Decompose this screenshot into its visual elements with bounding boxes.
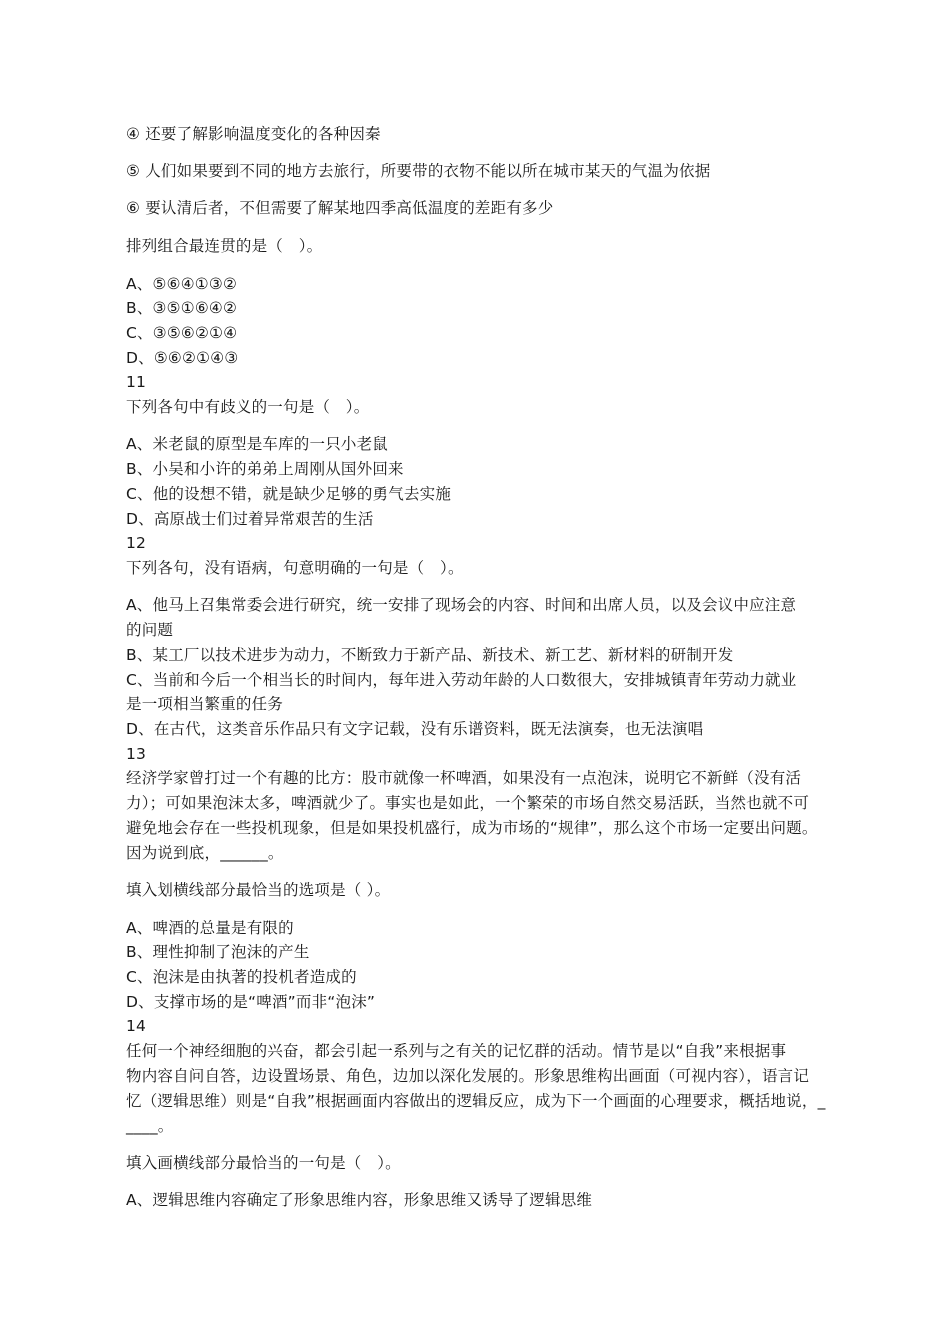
intro-item: ⑥ 要认清后者，不但需要了解某地四季高低温度的差距有多少 xyxy=(126,199,554,217)
passage-line: 忆（逻辑思维）则是“自我”根据画面内容做出的逻辑反应，成为下一个画面的心理要求，概括地说，_ xyxy=(126,1092,826,1110)
option: D、在古代，这类音乐作品只有文字记载，没有乐谱资料，既无法演奏，也无法演唱 xyxy=(126,720,704,738)
passage-line: 物内容自问自答，边设置场景、角色，边加以深化发展的。形象思维构出画面（可视内容），语言记 xyxy=(126,1067,810,1085)
option: B、理性抑制了泡沫的产生 xyxy=(126,943,310,961)
passage-line: 力）；可如果泡沫太多，啤酒就少了。事实也是如此，一个繁荣的市场自然交易活跃，当然也就不可 xyxy=(126,794,810,812)
option: D、高原战士们过着异常艰苦的生活 xyxy=(126,510,374,528)
option: C、当前和今后一个相当长的时间内，每年进入劳动年龄的人口数很大，安排城镇青年劳动力就业 xyxy=(126,671,797,689)
question-number: 11 xyxy=(126,373,147,391)
passage-line: 因为说到底，______。 xyxy=(126,844,284,862)
option: B、某工厂以技术进步为动力，不断致力于新产品、新技术、新工艺、新材料的研制开发 xyxy=(126,646,734,664)
passage-line: 避免地会存在一些投机现象，但是如果投机盛行，成为市场的“规律”，那么这个市场一定要出问题。 xyxy=(126,819,818,837)
option: B、③⑤①⑥④② xyxy=(126,299,238,317)
option: B、小吴和小许的弟弟上周刚从国外回来 xyxy=(126,460,404,478)
option: A、米老鼠的原型是车库的一只小老鼠 xyxy=(126,435,389,453)
passage-line: 任何一个神经细胞的兴奋，都会引起一系列与之有关的记忆群的活动。情节是以“自我”来根据事 xyxy=(126,1042,787,1060)
option: A、他马上召集常委会进行研究，统一安排了现场会的内容、时间和出席人员，以及会议中应注意 xyxy=(126,596,797,614)
question-prompt: 下列各句，没有语病，句意明确的一句是（ ）。 xyxy=(126,559,464,577)
option: A、啤酒的总量是有限的 xyxy=(126,919,294,937)
intro-item: ⑤ 人们如果要到不同的地方去旅行，所要带的衣物不能以所在城市某天的气温为依据 xyxy=(126,162,711,180)
option: D、支撑市场的是“啤酒”而非“泡沫” xyxy=(126,993,376,1011)
option-continued: 的问题 xyxy=(126,621,174,639)
passage-line: ____。 xyxy=(126,1117,174,1135)
question-prompt: 填入划横线部分最恰当的选项是（ ）。 xyxy=(126,881,391,899)
option-continued: 是一项相当繁重的任务 xyxy=(126,695,284,713)
passage-line: 经济学家曾打过一个有趣的比方：股市就像一杯啤酒，如果没有一点泡沫，说明它不新鲜（没有活 xyxy=(126,769,802,787)
question-prompt: 排列组合最连贯的是（ ）。 xyxy=(126,237,323,255)
option: D、⑤⑥②①④③ xyxy=(126,349,239,367)
option: A、逻辑思维内容确定了形象思维内容，形象思维又诱导了逻辑思维 xyxy=(126,1191,593,1209)
option: C、泡沫是由执著的投机者造成的 xyxy=(126,968,357,986)
option: C、③⑤⑥②①④ xyxy=(126,324,238,342)
question-number: 12 xyxy=(126,534,147,552)
question-number: 13 xyxy=(126,745,147,763)
option: C、他的设想不错，就是缺少足够的勇气去实施 xyxy=(126,485,452,503)
question-prompt: 下列各句中有歧义的一句是（ ）。 xyxy=(126,398,370,416)
option: A、⑤⑥④①③② xyxy=(126,275,238,293)
question-prompt: 填入画横线部分最恰当的一句是（ ）。 xyxy=(126,1154,401,1172)
intro-item: ④ 还要了解影响温度变化的各种因秦 xyxy=(126,125,381,143)
question-number: 14 xyxy=(126,1017,147,1035)
